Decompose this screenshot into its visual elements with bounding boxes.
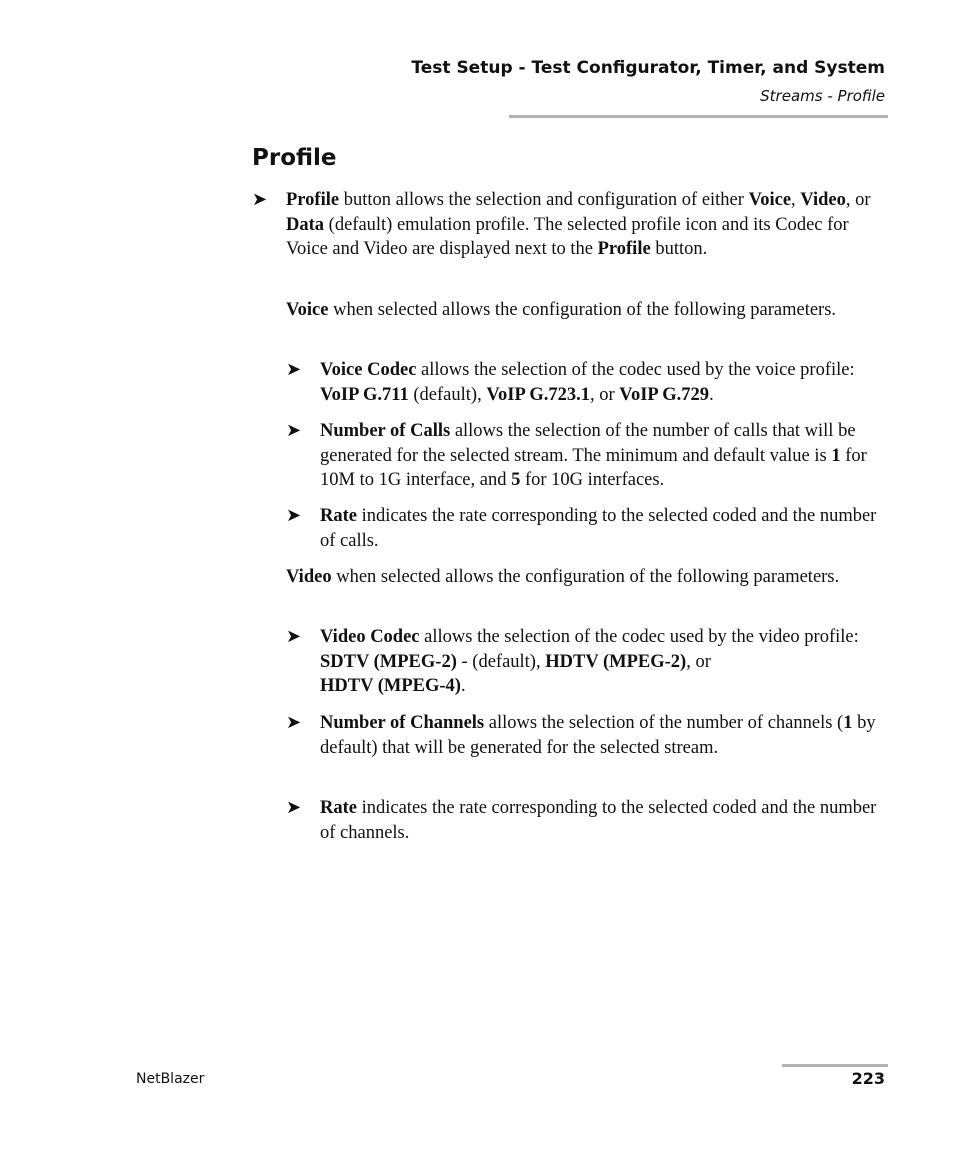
footer-product-name: NetBlazer [136, 1071, 205, 1087]
bullet-arrow-icon: ➤ [286, 420, 302, 441]
number-of-calls-text: Number of Calls allows the selection of the number of calls that will be generated for the selected stream. The minimum and default value is 1 for 10M to 1G interface, and 5 for 10G interfaces. [320, 421, 867, 490]
bullet-arrow-icon: ➤ [286, 797, 302, 818]
running-header-subtitle: Streams - Profile [760, 87, 885, 105]
bullet-arrow-icon: ➤ [286, 712, 302, 733]
section-heading: Profile [252, 145, 337, 171]
profile-bullet [252, 188, 877, 262]
bullet-arrow-icon: ➤ [252, 189, 268, 210]
video-codec-text: Video Codec allows the selection of the codec used by the video profile: SDTV (MPEG-2) - (default), HDTV (MPEG-2), or HDTV (MPEG-4). [320, 627, 859, 696]
video-rate-text: Rate indicates the rate corresponding to the selected coded and the number of channels. [320, 798, 877, 843]
video-codec-bullet [286, 625, 882, 699]
number-of-channels-bullet [286, 711, 882, 760]
video-intro-paragraph: Video when selected allows the configuration of the following parameters. [286, 567, 840, 587]
running-header-title: Test Setup - Test Configurator, Timer, and System [411, 58, 885, 78]
video-rate-bullet [286, 796, 882, 845]
number-of-calls-bullet [286, 419, 882, 493]
voice-intro-paragraph: Voice when selected allows the configuration of the following parameters. [286, 300, 837, 320]
number-of-channels-text: Number of Channels allows the selection of the number of channels (1 by default) that will be generated for the selected stream. [320, 713, 876, 758]
voice-rate-text: Rate indicates the rate corresponding to the selected coded and the number of calls. [320, 506, 877, 551]
bullet-arrow-icon: ➤ [286, 505, 302, 526]
profile-bullet-text: Profile button allows the selection and configuration of either Voice, Video, or Data (default) emulation profile. The selected profile icon and its Codec for Voice and Video are displayed next to the Profile button. [286, 190, 871, 259]
voice-rate-bullet [286, 504, 882, 553]
voice-codec-bullet [286, 358, 882, 407]
voice-codec-text: Voice Codec allows the selection of the codec used by the voice profile: VoIP G.711 (default), VoIP G.723.1, or VoIP G.729. [320, 360, 855, 405]
page-number: 223 [851, 1069, 885, 1088]
bullet-arrow-icon: ➤ [286, 626, 302, 647]
bullet-arrow-icon: ➤ [286, 359, 302, 380]
header-rule [509, 115, 888, 118]
footer-rule [782, 1064, 888, 1067]
